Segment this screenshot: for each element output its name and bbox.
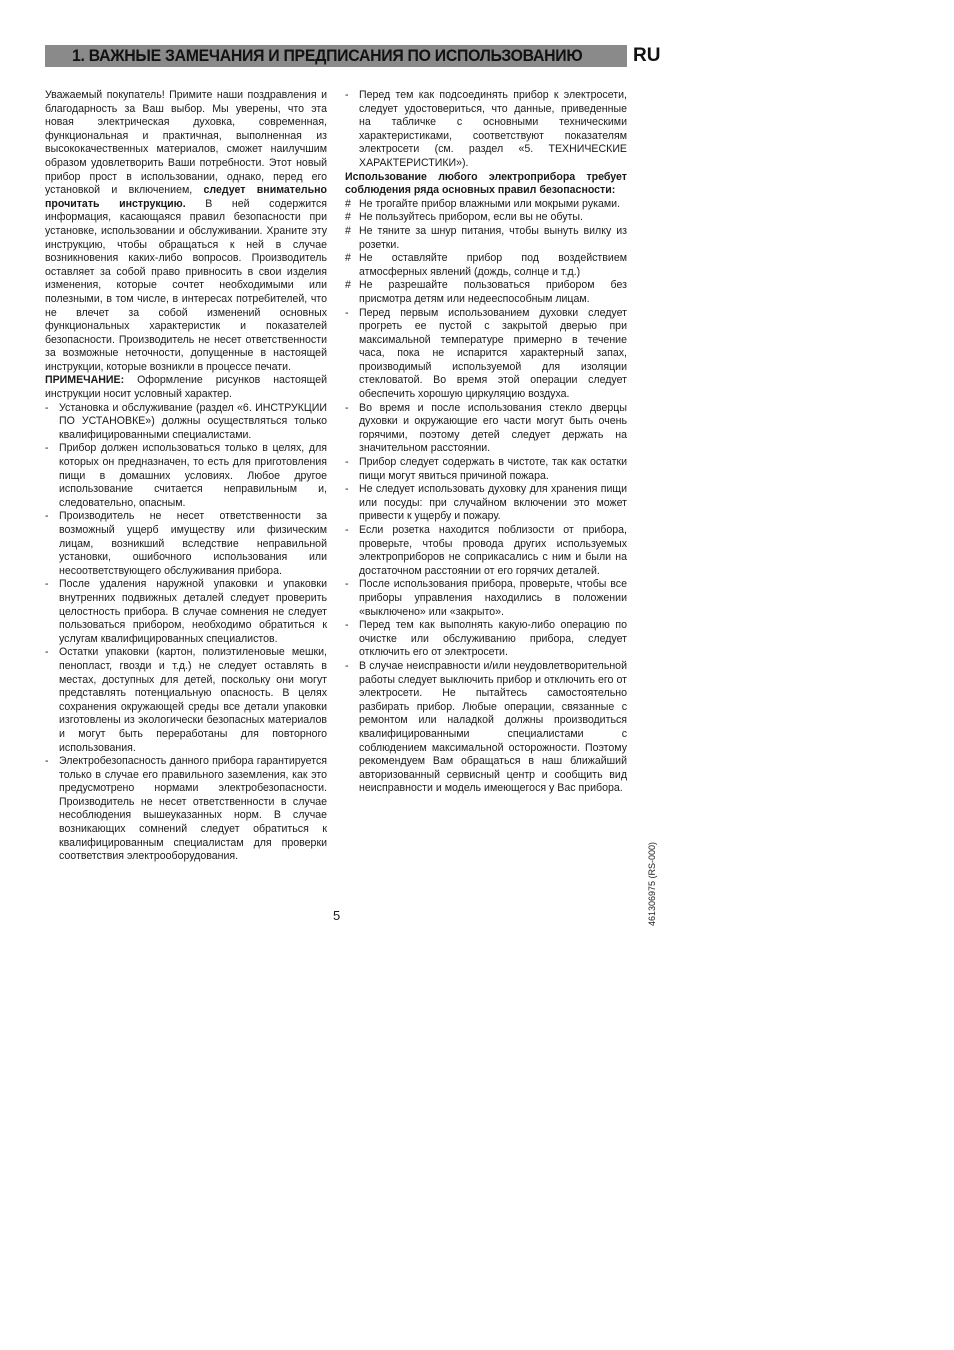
list-marker: # [345, 197, 351, 210]
list-item-text: Производитель не несет ответственности за возможный ущерб имуществу или физическим лицам, возникший вследствие неправильной установки, ошибочного использования или несоответствующего обслуживания прибора. [59, 510, 327, 577]
list-marker: - [345, 306, 349, 319]
list-marker: # [345, 252, 351, 265]
list-marker: - [45, 755, 49, 768]
list-item-text: После удаления наружной упаковки и упаковки внутренних подвижных деталей следует проверить целостность прибора. В случае сомнения не следует пользоваться прибором, необходимо обратиться к услугам квалифицированных специалистов. [59, 578, 327, 645]
list-item [345, 279, 627, 306]
intro-paragraph: Уважаемый покупатель! Примите наши поздравления и благодарность за Ваш выбор. Мы уверены, что эта новая электрическая духовка, современная, функциональная и практичная, выполненная из высококачественных материалов, сможет наилучшим образом удовлетворить Ваши потребности. Этот новый прибор прост в использовании, однако, перед его установкой и включением, следует внимательно прочитать инструкцию. В ней содержится информация, касающаяся правил безопасности при установке, использовании и обслуживании. Храните эту инструкцию, чтобы обращаться к ней в случае возникновения каких-либо вопросов. Производитель оставляет за собой право привносить в свои изделия изменения, которые сочтет необходимыми или полезными, в том числе, в интересах потребителей, что не влечет за собой изменений основных функциональных характеристик и показателей безопасности. Производитель не несет ответственности за возможные неточности, допущенные в настоящей инструкции, которые возникли в процессе печати. [45, 89, 327, 373]
list-item-text: После использования прибора, проверьте, чтобы все приборы управления находились в положении «выключено» или «закрыто». [359, 578, 627, 618]
list-item [345, 211, 627, 225]
list-marker: - [45, 401, 49, 414]
list-item-text: Прибор должен использоваться только в целях, для которых он предназначен, то есть для приготовления пищи в домашних условиях. Любое другое использование считается неправильным и, следовательно, опасным. [59, 442, 327, 509]
list-item-text: Электробезопасность данного прибора гарантируется только в случае его правильного заземления, как это предусмотрено нормами электробезопасности. Производитель не несет ответственности в случае несоблюдения вышеуказанных норм. В случае возникающих сомнений следует обратиться к квалифицированным специалистам для проверки соответствия электрооборудования. [59, 755, 327, 863]
list-item [345, 225, 627, 252]
intro-emphasis: следует внимательно прочитать инструкцию. [45, 184, 327, 210]
list-item-text: Перед первым использованием духовки следует прогреть ее пустой с закрытой дверью при максимальной температуре примерно в течение часа, пока не испарится характерный запах, производимый используемой для изоляции стекловатой. Во время этой операции следует обеспечить хорошую циркуляцию воздуха. [359, 306, 627, 401]
list-item-text: Перед тем как подсоединять прибор к электросети, следует удостовериться, что данные, приведенные на табличке с основными техническими характеристиками, соответствуют показателям электросети (см. раздел «5. ТЕХНИЧЕСКИЕ ХАРАКТЕРИСТИКИ»). [359, 89, 627, 169]
list-item-text: Установка и обслуживание (раздел «6. ИНСТРУКЦИИ ПО УСТАНОВКЕ») должны осуществляться только квалифицированными специалистами. [59, 401, 327, 441]
list-item [45, 402, 327, 443]
list-marker: - [345, 659, 349, 672]
left-column [45, 89, 327, 864]
list-marker: - [45, 646, 49, 659]
list-item [345, 483, 627, 524]
list-item [45, 442, 327, 510]
page-number: 5 [333, 908, 341, 923]
list-item-text: Остатки упаковки (картон, полиэтиленовые мешки, пенопласт, гвозди и т.д.) не следует оставлять в местах, доступных для детей, поскольку они могут представлять потенциальную опасность. В целях сохранения окружающей среды все детали упаковки изготовлены из экологически безопасных материалов и могут быть переработаны для повторного использования. [59, 646, 327, 754]
list-item [345, 402, 627, 456]
list-marker: # [345, 224, 351, 237]
list-marker: - [345, 483, 349, 496]
section-title: 1. ВАЖНЫЕ ЗАМЕЧАНИЯ И ПРЕДПИСАНИЯ ПО ИСПОЛЬЗОВАНИЮ [72, 46, 583, 65]
right-item-list [345, 307, 627, 796]
list-item [345, 307, 627, 402]
list-marker: - [345, 456, 349, 469]
list-item [45, 510, 327, 578]
list-item [45, 646, 327, 755]
list-item-text: Не следует использовать духовку для хранения пищи или посуды: при случайном включении это может привести к ущербу и пожару. [359, 483, 627, 523]
note-label: ПРИМЕЧАНИЕ: [45, 374, 125, 387]
list-marker: - [345, 578, 349, 591]
list-item [345, 660, 627, 796]
list-item-text: В случае неисправности и/или неудовлетворительной работы следует выключить прибор и отключить его от электросети. Не пытайтесь самостоятельно разбирать прибор. Любые операции, связанные с ремонтом или наладкой должны производиться квалифицированными специалистами с соблюдением максимальной осторожности. Поэтому рекомендуем Вам обращаться в наш ближайший авторизованный сервисный центр и сообщить вид неисправности и модель имеющегося у Вас прибора. [359, 659, 627, 795]
left-item-list [45, 402, 327, 864]
document-code: 461306975 (RS-000) [647, 841, 657, 926]
list-item [345, 252, 627, 279]
list-item [345, 578, 627, 619]
language-label: RU [633, 45, 661, 66]
list-item [45, 578, 327, 646]
list-marker: - [45, 442, 49, 455]
rules-heading: Использование любого электроприбора требует соблюдения ряда основных правил безопасности: [345, 170, 627, 197]
rules-list [345, 198, 627, 307]
list-marker: - [345, 524, 349, 536]
list-item [345, 456, 627, 483]
note-paragraph: ПРИМЕЧАНИЕ: Оформление рисунков настоящей инструкции носит условный характер. [45, 374, 327, 401]
list-marker: # [345, 279, 351, 292]
list-item [345, 524, 627, 578]
list-item-text: Не трогайте прибор влажными или мокрыми руками. [359, 197, 621, 210]
list-marker: - [345, 89, 349, 101]
right-column [345, 89, 627, 796]
list-item-text: Если розетка находится поблизости от прибора, проверьте, чтобы провода других используемых электроприборов не соприкасались с ним и были на достаточном расстоянии от его горячих деталей. [359, 524, 627, 577]
list-marker: - [345, 619, 349, 632]
list-marker: # [345, 211, 351, 224]
list-item-text: Не оставляйте прибор под воздействием атмосферных явлений (дождь, солнце и т.д.) [359, 252, 627, 278]
list-item [45, 755, 327, 864]
list-item-text: Не пользуйтесь прибором, если вы не обуты. [359, 211, 583, 224]
list-item [345, 619, 627, 660]
list-marker: - [45, 510, 49, 523]
list-item-text: Прибор следует содержать в чистоте, так как остатки пищи могут явиться причиной пожара. [359, 456, 627, 482]
list-item-text: Не разрешайте пользоваться прибором без присмотра детям или недееспособным лицам. [359, 279, 627, 305]
list-marker: - [345, 401, 349, 414]
list-marker: - [45, 578, 49, 591]
list-item-text: Во время и после использования стекло дверцы духовки и окружающие его части могут быть очень горячими, поэтому детей следует держать на значительном расстоянии. [359, 401, 627, 455]
list-item-text: Перед тем как выполнять какую-либо операцию по очистке или обслуживанию прибора, следует отключить его от электросети. [359, 619, 627, 659]
list-item-text: Не тяните за шнур питания, чтобы вынуть вилку из розетки. [359, 224, 627, 251]
list-item [345, 198, 627, 212]
list-item [345, 89, 627, 171]
